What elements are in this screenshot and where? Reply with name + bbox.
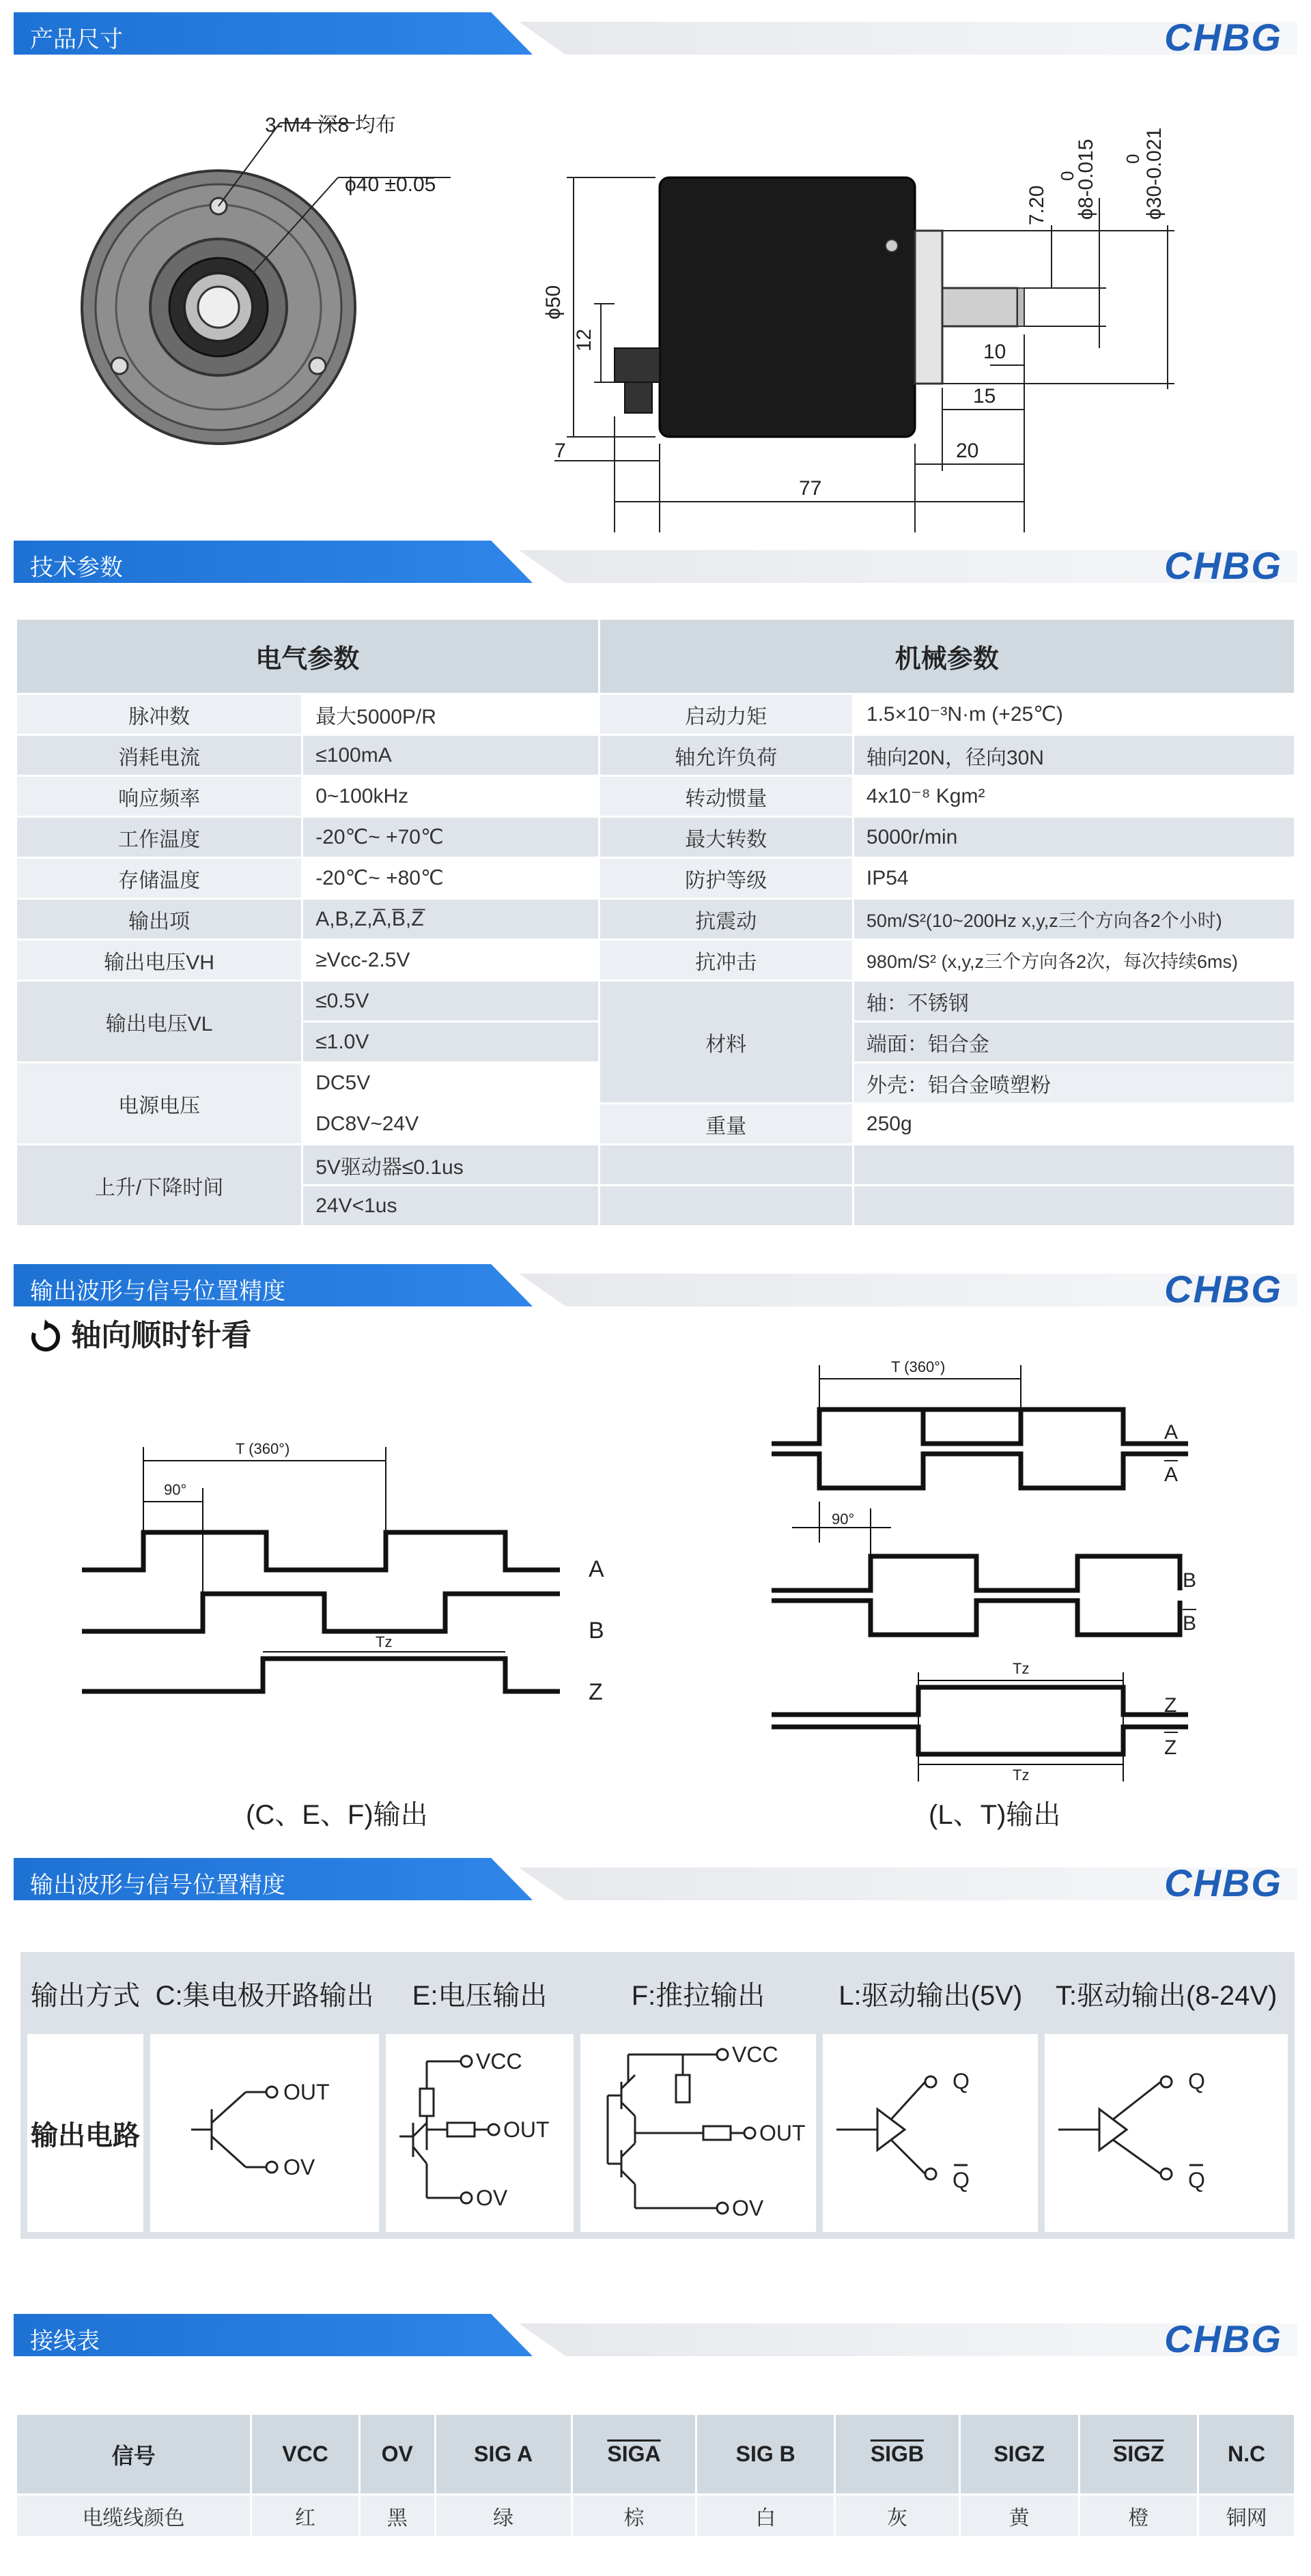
spec-key: 材料 bbox=[599, 981, 853, 1104]
circuit-label: 输出电路 bbox=[27, 2034, 143, 2232]
wire-header: SIGB bbox=[835, 2414, 960, 2495]
phase-label: 90° bbox=[164, 1481, 187, 1498]
left-caption: (C、E、F)输出 bbox=[246, 1800, 428, 1830]
signal-b-bar-label: B bbox=[1183, 1612, 1197, 1635]
section-title: 输出波形与信号位置精度 bbox=[30, 1278, 285, 1304]
vcc-label: VCC bbox=[476, 2049, 522, 2074]
mode-e: E:电压输出 bbox=[386, 1959, 573, 2027]
brand-logo: CHBG bbox=[1164, 2317, 1282, 2360]
wire-header: OV bbox=[359, 2414, 435, 2495]
spec-key: 启动力矩 bbox=[599, 694, 853, 735]
bolt-circle-dim: ϕ40 ±0.05 bbox=[345, 173, 436, 196]
brand-logo: CHBG bbox=[1164, 1268, 1282, 1311]
spec-value: -20℃~ +70℃ bbox=[302, 817, 599, 858]
connector bbox=[615, 348, 660, 382]
wire-color: 黄 bbox=[959, 2495, 1079, 2537]
wire-header: SIGZ bbox=[1079, 2414, 1198, 2495]
hole-note: 3-M4 深8 均布 bbox=[265, 114, 396, 137]
spec-value: 980m/S² (x,y,z三个方向各2次，每次持续6ms) bbox=[853, 940, 1295, 981]
waveform-left bbox=[0, 1365, 656, 1857]
spec-value: ≤1.0V bbox=[302, 1022, 599, 1063]
dim-10: 10 bbox=[983, 341, 1006, 363]
electrical-header: 电气参数 bbox=[16, 619, 600, 694]
wire-header: SIGZ bbox=[959, 2414, 1079, 2495]
ov-label: OV bbox=[731, 2196, 763, 2220]
out-label: OUT bbox=[283, 2080, 330, 2104]
spec-value: DC8V~24V bbox=[302, 1104, 599, 1145]
circuit-f bbox=[580, 2034, 817, 2232]
section-title: 技术参数 bbox=[30, 555, 123, 581]
dim-shaft-tol-top: 0 bbox=[1057, 171, 1077, 181]
mode-l: L:驱动输出(5V) bbox=[823, 1959, 1038, 2027]
wire-header: SIG A bbox=[435, 2414, 572, 2495]
dim-12: 12 bbox=[573, 328, 595, 352]
wire-color: 白 bbox=[696, 2495, 835, 2537]
section-title: 接线表 bbox=[30, 2328, 100, 2354]
dim-15: 15 bbox=[973, 385, 996, 407]
spec-key: 转动惯量 bbox=[599, 776, 853, 817]
section-header-tech bbox=[0, 541, 1311, 587]
encoder-body bbox=[660, 177, 915, 437]
spec-key: 工作温度 bbox=[16, 817, 302, 858]
section-header-output bbox=[0, 1858, 1311, 1904]
circuit-e bbox=[386, 2034, 573, 2232]
spec-value: 1.5×10⁻³N·m (+25℃) bbox=[853, 694, 1295, 735]
signal-z-bar-label: Z bbox=[1164, 1736, 1177, 1759]
spec-value: ≤100mA bbox=[302, 735, 599, 776]
spec-key: 脉冲数 bbox=[16, 694, 302, 735]
wire-header: N.C bbox=[1198, 2414, 1295, 2495]
tz-label: Tz bbox=[1013, 1660, 1030, 1677]
spec-key: 防护等级 bbox=[599, 858, 853, 899]
spec-key: 电源电压 bbox=[16, 1063, 302, 1145]
mechanical-header: 机械参数 bbox=[599, 619, 1295, 694]
front-view bbox=[82, 123, 355, 444]
wire-color: 棕 bbox=[572, 2495, 696, 2537]
spec-key: 抗震动 bbox=[599, 899, 853, 940]
phase-label: 90° bbox=[832, 1511, 855, 1528]
signal-z-label: Z bbox=[1164, 1694, 1177, 1717]
wire-color: 红 bbox=[251, 2495, 360, 2537]
waveform-right bbox=[751, 1351, 1311, 1857]
flange bbox=[915, 231, 942, 384]
q-label: Q bbox=[1188, 2069, 1206, 2093]
spec-value: IP54 bbox=[853, 858, 1295, 899]
wiring-table bbox=[15, 2413, 1296, 2538]
spec-value: 0~100kHz bbox=[302, 776, 599, 817]
mode-label: 输出方式 bbox=[27, 1959, 143, 2027]
section-header-dimensions bbox=[0, 12, 1311, 59]
spec-value: 轴向20N，径向30N bbox=[853, 735, 1295, 776]
spec-value: 5V驱动器≤0.1us bbox=[302, 1145, 599, 1186]
circuit-t bbox=[1045, 2034, 1288, 2232]
dim-flange-tol: ϕ30-0.021 bbox=[1143, 127, 1166, 220]
spec-key: 轴允许负荷 bbox=[599, 735, 853, 776]
signal-a-label: A bbox=[589, 1556, 604, 1582]
signal-a-label: A bbox=[1164, 1421, 1179, 1444]
spec-value: DC5V bbox=[302, 1063, 599, 1104]
signal-z-label: Z bbox=[589, 1679, 603, 1705]
spec-key: 抗冲击 bbox=[599, 940, 853, 981]
spec-key: 消耗电流 bbox=[16, 735, 302, 776]
wire-color: 铜网 bbox=[1198, 2495, 1295, 2537]
spec-key: 上升/下降时间 bbox=[16, 1145, 302, 1227]
q-bar-label: Q bbox=[1188, 2168, 1206, 2192]
spec-value: 24V<1us bbox=[302, 1186, 599, 1227]
spec-value: 250g bbox=[853, 1104, 1295, 1145]
mode-f: F:推拉输出 bbox=[580, 1959, 817, 2027]
spec-value: 4x10⁻⁸ Kgm² bbox=[853, 776, 1295, 817]
out-label: OUT bbox=[503, 2117, 550, 2142]
wire-header: VCC bbox=[251, 2414, 360, 2495]
dimension-drawing bbox=[0, 61, 1311, 532]
signal-b-label: B bbox=[1183, 1569, 1197, 1592]
rotation-direction bbox=[27, 1311, 251, 1355]
spec-value: ≥Vcc-2.5V bbox=[302, 940, 599, 981]
out-label: OUT bbox=[759, 2121, 806, 2145]
rotate-cw-icon bbox=[27, 1319, 63, 1355]
wire-header: SIGA bbox=[572, 2414, 696, 2495]
period-label: T (360°) bbox=[891, 1358, 946, 1375]
dim-7: 7 bbox=[554, 440, 566, 462]
spec-key: 重量 bbox=[599, 1104, 853, 1145]
circuit-l bbox=[823, 2034, 1038, 2232]
section-header-waveform bbox=[0, 1264, 1311, 1311]
ov-label: OV bbox=[283, 2155, 315, 2179]
spec-value: -20℃~ +80℃ bbox=[302, 858, 599, 899]
wire-color: 绿 bbox=[435, 2495, 572, 2537]
signal-b-label: B bbox=[589, 1618, 604, 1644]
spec-key: 输出项 bbox=[16, 899, 302, 940]
spec-value: ≤0.5V bbox=[302, 981, 599, 1022]
q-label: Q bbox=[953, 2069, 970, 2093]
dim-flange-tol-top: 0 bbox=[1123, 154, 1143, 164]
section-title: 输出波形与信号位置精度 bbox=[30, 1872, 285, 1898]
vcc-label: VCC bbox=[731, 2042, 778, 2067]
spec-key: 最大转数 bbox=[599, 817, 853, 858]
direction-label: 轴向顺时针看 bbox=[71, 1319, 252, 1352]
spec-value: A,B,Z,A̅,B̅,Z̅ bbox=[302, 899, 599, 940]
brand-logo: CHBG bbox=[1164, 16, 1282, 59]
wire-header: 信号 bbox=[16, 2414, 251, 2495]
period-label: T (360°) bbox=[236, 1440, 290, 1457]
signal-a-bar-label: A bbox=[1164, 1463, 1179, 1486]
section-title: 产品尺寸 bbox=[30, 27, 123, 53]
output-circuit-table bbox=[20, 1952, 1295, 2239]
spec-value: 最大5000P/R bbox=[302, 694, 599, 735]
spec-value: 端面：铝合金 bbox=[853, 1022, 1295, 1063]
spec-value: 外壳：铝合金喷塑粉 bbox=[853, 1063, 1295, 1104]
dim-720: 7.20 bbox=[1026, 185, 1048, 225]
dim-shaft-tol: ϕ8-0.015 bbox=[1075, 139, 1097, 220]
dim-body-dia: ϕ50 bbox=[542, 285, 565, 319]
shaft bbox=[942, 288, 1017, 326]
spec-key: 存储温度 bbox=[16, 858, 302, 899]
spec-key: 响应频率 bbox=[16, 776, 302, 817]
ov-label: OV bbox=[476, 2186, 508, 2210]
spec-value: 5000r/min bbox=[853, 817, 1295, 858]
mode-t: T:驱动输出(8-24V) bbox=[1045, 1959, 1288, 2027]
dim-20: 20 bbox=[956, 440, 979, 462]
brand-logo: CHBG bbox=[1164, 544, 1282, 587]
tz-label: Tz bbox=[376, 1633, 393, 1650]
wire-color: 灰 bbox=[835, 2495, 960, 2537]
q-bar-label: Q bbox=[953, 2168, 970, 2192]
wire-color: 黑 bbox=[359, 2495, 435, 2537]
section-header-wiring bbox=[0, 2314, 1311, 2360]
spec-key: 输出电压VL bbox=[16, 981, 302, 1063]
spec-table bbox=[15, 618, 1296, 1227]
circuit-c bbox=[150, 2034, 379, 2232]
brand-logo: CHBG bbox=[1164, 1861, 1282, 1904]
wire-color: 橙 bbox=[1079, 2495, 1198, 2537]
dim-77: 77 bbox=[799, 477, 822, 500]
tz-label: Tz bbox=[1013, 1766, 1030, 1784]
right-caption: (L、T)输出 bbox=[929, 1800, 1061, 1830]
spec-value: 50m/S²(10~200Hz x,y,z三个方向各2个小时) bbox=[853, 899, 1295, 940]
spec-key: 输出电压VH bbox=[16, 940, 302, 981]
wire-color: 电缆线颜色 bbox=[16, 2495, 251, 2537]
mode-c: C:集电极开路输出 bbox=[150, 1959, 379, 2027]
spec-value: 轴：不锈钢 bbox=[853, 981, 1295, 1022]
wire-header: SIG B bbox=[696, 2414, 835, 2495]
